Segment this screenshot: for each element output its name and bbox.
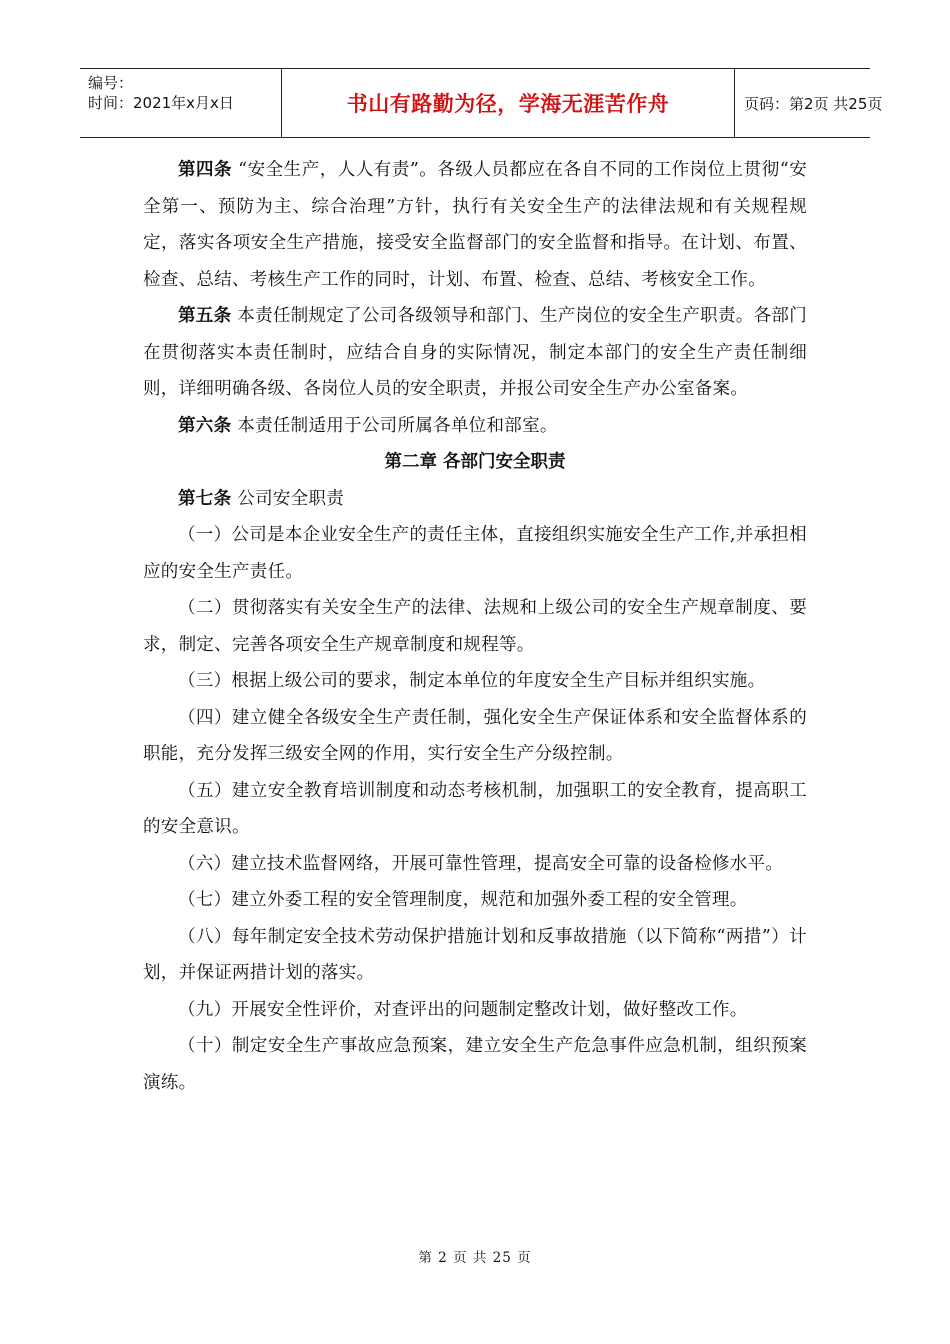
article-5-title: 第五条 — [178, 306, 232, 326]
list-item: （六）建立技术监督网络，开展可靠性管理，提高安全可靠的设备检修水平。 — [178, 853, 784, 874]
list-item: （一）公司是本企业安全生产的责任主体，直接组织实施安全生产工作,并承担相应的安全生产责任。 — [143, 525, 807, 582]
article-5-text: 本责任制规定了公司各级领导和部门、生产岗位的安全生产职责。各部门在贯彻落实本责任制时，应结合自身的实际情况，制定本部门的安全生产责任制细则，详细明确各级、各岗位人员的安全职责，并报公司安全生产办公室备案。 — [143, 306, 807, 399]
list-item: （二）贯彻落实有关安全生产的法律、法规和上级公司的安全生产规章制度、要求，制定、完善各项安全生产规章制度和规程等。 — [143, 598, 807, 655]
list-item: （七）建立外委工程的安全管理制度，规范和加强外委工程的安全管理。 — [178, 890, 748, 910]
list-item: （三）根据上级公司的要求，制定本单位的年度安全生产目标并组织实施。 — [178, 671, 766, 691]
article-4-text: “安全生产，人人有责”。各级人员都应在各自不同的工作岗位上贯彻“安全第一、预防为主、综合治理”方针，执行有关安全生产的法律法规和有关规程规定，落实各项安全生产措施，接受安全监督部门的安全监督和指导。在计划、布置、检查、总结、考核生产工作的同时，计划、布置、检查、总结、考核安全工作。 — [143, 160, 807, 290]
list-item: （五）建立安全教育培训制度和动态考核机制，加强职工的安全教育，提高职工的安全意识。 — [143, 780, 807, 837]
article-7-title: 第七条 — [178, 488, 232, 509]
chapter-heading: 第二章 各部门安全职责 — [384, 452, 566, 472]
article-6 — [143, 408, 807, 445]
article-4-title: 第四条 — [178, 160, 233, 180]
page-header — [80, 68, 883, 138]
article-7-text: 公司安全职责 — [231, 488, 345, 509]
header-motto: 书山有路勤为径，学海无涯苦作舟 — [282, 69, 735, 137]
article-4 — [143, 152, 807, 298]
list-item: （四）建立健全各级安全生产责任制，强化安全生产保证体系和安全监督体系的职能，充分发挥三级安全网的作用，实行安全生产分级控制。 — [143, 707, 807, 764]
number-label: 编号： — [88, 74, 134, 92]
header-meta — [80, 69, 282, 137]
article-7 — [143, 481, 807, 518]
list-item: （九）开展安全性评价，对查评出的问题制定整改计划，做好整改工作。 — [178, 999, 748, 1020]
page-footer: 第 2 页 共 25 页 — [418, 1250, 532, 1266]
document-body — [143, 152, 807, 1101]
article-6-text: 本责任制适用于公司所属各单位和部室。 — [231, 415, 558, 436]
list-item: （八）每年制定安全技术劳动保护措施计划和反事故措施（以下简称“两措”）计划，并保证两措计划的落实。 — [143, 926, 807, 983]
date-label: 时间：2021年x月x日 — [88, 94, 234, 112]
article-5 — [143, 298, 807, 408]
list-item: （十）制定安全生产事故应急预案，建立安全生产危急事件应急机制，组织预案演练。 — [143, 1036, 807, 1093]
header-page-info: 页码：第2页 共25页 — [744, 94, 883, 113]
article-6-title: 第六条 — [178, 415, 232, 436]
